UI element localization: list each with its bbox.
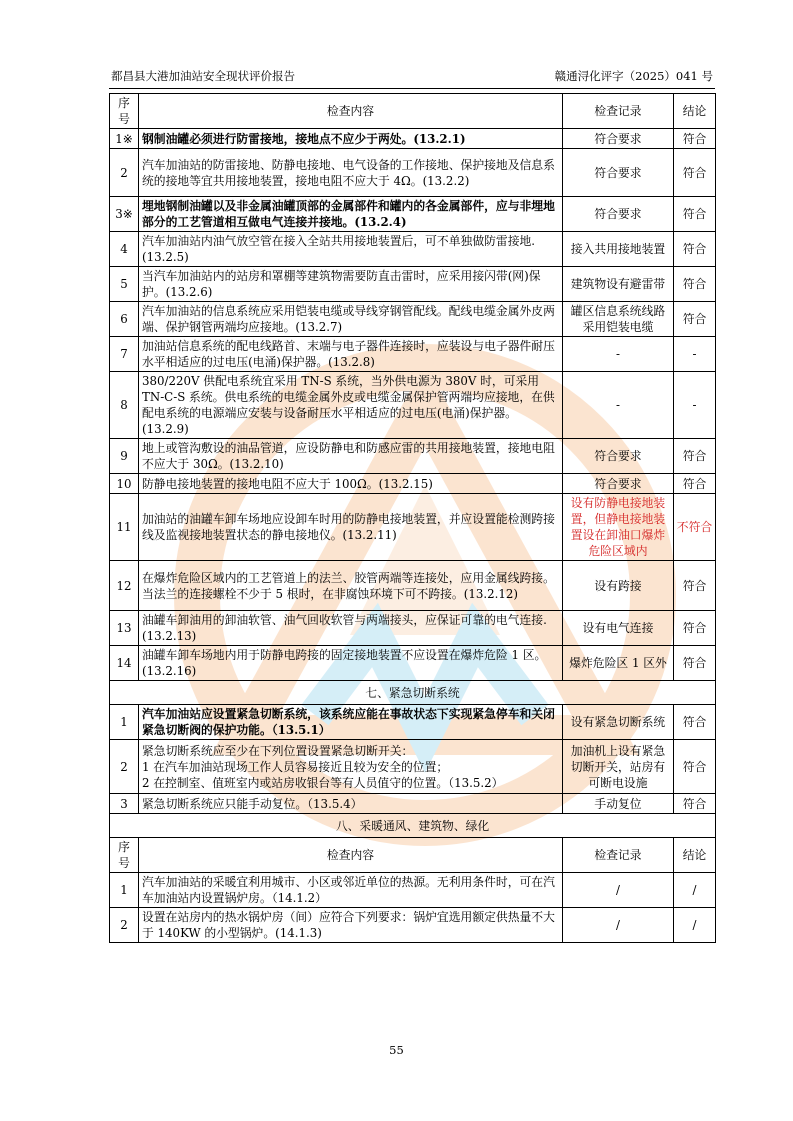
row-number: 1 — [110, 705, 139, 740]
row-number: 12 — [110, 561, 139, 611]
row-content: 汽车加油站应设置紧急切断系统，该系统应能在事故状态下实现紧急停车和关闭紧急切断阀的保护功能。（13.5.1） — [139, 705, 563, 740]
col-no-header: 序号 — [110, 838, 139, 873]
row-result: - — [674, 337, 716, 372]
inspection-table — [109, 93, 716, 943]
row-content: 油罐车卸油用的卸油软管、油气回收软管与两端接头，应保证可靠的电气连接. (13.2.13) — [139, 611, 563, 646]
row-content: 油罐车卸车场地内用于防静电跨接的固定接地装置不应设置在爆炸危险 1 区。 (13.2.16) — [139, 646, 563, 681]
row-content: 在爆炸危险区域内的工艺管道上的法兰、胶管两端等连接处，应用金属线跨接。当法兰的连接螺栓不少于 5 根时，在非腐蚀环境下可不跨接。(13.2.12) — [139, 561, 563, 611]
row-record: 符合要求 — [563, 129, 674, 149]
col-record-header: 检查记录 — [563, 838, 674, 873]
row-content: 地上或管沟敷设的油品管道，应设防静电和防感应雷的共用接地装置，接地电阻不应大于 30Ω。(13.2.10) — [139, 439, 563, 474]
row-record: 加油机上设有紧急切断开关，站房有可断电设施 — [563, 740, 674, 794]
row-result: 符合 — [674, 302, 716, 337]
row-content-line: 2 在控制室、值班室内或站房收银台等有人员值守的位置。（13.5.2） — [142, 775, 504, 790]
row-number: 11 — [110, 494, 139, 561]
table-row — [110, 372, 716, 439]
row-content: 紧急切断系统应只能手动复位。（13.5.4） — [139, 794, 563, 814]
row-number: 2 — [110, 908, 139, 943]
col-no-header: 序号 — [110, 94, 139, 129]
row-result: 符合 — [674, 611, 716, 646]
row-content: 加油站的油罐车卸车场地应设卸车时用的防静电接地装置，并应设置能检测跨接线及监视接地装置状态的静电接地仪。(13.2.11) — [139, 494, 563, 561]
header-report-title: 都昌县大港加油站安全现状评价报告 — [111, 69, 295, 83]
table-row — [110, 908, 716, 943]
row-result: 不符合 — [674, 494, 716, 561]
row-number: 2 — [110, 149, 139, 197]
row-content: 380/220V 供配电系统宜采用 TN-S 系统，当外供电源为 380V 时，可采用 TN-C-S 系统。供电系统的电缆金属外皮或电缆金属保护管两端均应接地，在供配电系统的电源端应安装与设备耐压水平相适应的过电压(电涌)保护器。(13.2.9) — [139, 372, 563, 439]
row-number: 6 — [110, 302, 139, 337]
row-record: 爆炸危险区 1 区外 — [563, 646, 674, 681]
table-row — [110, 129, 716, 149]
row-content: 埋地钢制油罐以及非金属油罐顶部的金属部件和罐内的各金属部件，应与非埋地部分的工艺管道相互做电气连接并接地。(13.2.4) — [139, 197, 563, 232]
row-record: 设有跨接 — [563, 561, 674, 611]
section-heating-building — [110, 814, 716, 838]
row-result: 符合 — [674, 232, 716, 267]
table-row — [110, 646, 716, 681]
header-report-number: 赣通浔化评字（2025）041 号 — [554, 69, 713, 83]
row-content: 加油站信息系统的配电线路首、末端与电子器件连接时，应装设与电子器件耐压水平相适应的过电压(电涌)保护器。(13.2.8) — [139, 337, 563, 372]
row-record: - — [563, 337, 674, 372]
row-number: 5 — [110, 267, 139, 302]
row-result: 符合 — [674, 646, 716, 681]
table-row — [110, 873, 716, 908]
row-number: 3 — [110, 794, 139, 814]
row-number: 1※ — [110, 129, 139, 149]
row-content: 设置在站房内的热水锅炉房（间）应符合下列要求：锅炉宜选用额定供热量不大于 140KW 的小型锅炉。(14.1.3) — [139, 908, 563, 943]
row-number: 7 — [110, 337, 139, 372]
table-header-row-2 — [110, 838, 716, 873]
header-rule — [109, 88, 715, 89]
row-number: 8 — [110, 372, 139, 439]
row-record: - — [563, 372, 674, 439]
row-content-line: 1 在汽车加油站现场工作人员容易接近且较为安全的位置； — [142, 759, 449, 774]
table-row — [110, 232, 716, 267]
row-result: 符合 — [674, 149, 716, 197]
section-emergency-shutdown-title: 七、紧急切断系统 — [110, 681, 716, 705]
row-number: 9 — [110, 439, 139, 474]
row-content: 汽车加油站内油气放空管在接入全站共用接地装置后，可不单独做防雷接地. (13.2.5) — [139, 232, 563, 267]
col-record-header: 检查记录 — [563, 94, 674, 129]
row-result: 符合 — [674, 561, 716, 611]
table-row — [110, 611, 716, 646]
row-record: 符合要求 — [563, 149, 674, 197]
table-row — [110, 149, 716, 197]
row-result: 符合 — [674, 474, 716, 494]
row-content: 当汽车加油站内的站房和罩棚等建筑物需要防直击雷时，应采用接闪带(网)保护。(13.2.6) — [139, 267, 563, 302]
row-content: 汽车加油站的信息系统应采用铠装电缆或导线穿钢管配线。配线电缆金属外皮两端、保护钢管两端均应接地。(13.2.7) — [139, 302, 563, 337]
table-row — [110, 302, 716, 337]
table-row — [110, 337, 716, 372]
row-record: 接入共用接地装置 — [563, 232, 674, 267]
row-result: 符合 — [674, 197, 716, 232]
row-number: 1 — [110, 873, 139, 908]
row-content — [139, 740, 563, 794]
table-header-row — [110, 94, 716, 129]
table-row — [110, 267, 716, 302]
page-number: 55 — [389, 1043, 404, 1057]
table-row — [110, 197, 716, 232]
table-row — [110, 705, 716, 740]
row-result: 符合 — [674, 267, 716, 302]
row-content-line: 紧急切断系统应至少在下列位置设置紧急切断开关： — [142, 743, 414, 758]
table-row — [110, 439, 716, 474]
row-number: 14 — [110, 646, 139, 681]
row-record: 设有防静电接地装置，但静电接地装置设在卸油口爆炸危险区域内 — [563, 494, 674, 561]
row-number: 2 — [110, 740, 139, 794]
row-record: 符合要求 — [563, 474, 674, 494]
row-result: / — [674, 873, 716, 908]
row-number: 4 — [110, 232, 139, 267]
row-record: 手动复位 — [563, 794, 674, 814]
section-emergency-shutdown — [110, 681, 716, 705]
section-heating-building-title: 八、采暖通风、建筑物、绿化 — [110, 814, 716, 838]
row-record: / — [563, 908, 674, 943]
row-record: 建筑物设有避雷带 — [563, 267, 674, 302]
row-content: 汽车加油站的防雷接地、防静电接地、电气设备的工作接地、保护接地及信息系统的接地等宜共用接地装置，接地电阻不应大于 4Ω。(13.2.2) — [139, 149, 563, 197]
row-content: 防静电接地装置的接地电阻不应大于 100Ω。(13.2.15) — [139, 474, 563, 494]
col-result-header: 结论 — [674, 838, 716, 873]
row-number: 10 — [110, 474, 139, 494]
row-record: 设有电气连接 — [563, 611, 674, 646]
table-row — [110, 740, 716, 794]
table-row — [110, 494, 716, 561]
row-content: 钢制油罐必须进行防雷接地，接地点不应少于两处。(13.2.1) — [139, 129, 563, 149]
row-result: 符合 — [674, 794, 716, 814]
row-result: - — [674, 372, 716, 439]
row-record: 设有紧急切断系统 — [563, 705, 674, 740]
row-result: 符合 — [674, 705, 716, 740]
table-row — [110, 474, 716, 494]
row-result: 符合 — [674, 129, 716, 149]
row-result: 符合 — [674, 439, 716, 474]
col-content-header: 检查内容 — [139, 94, 563, 129]
row-content: 汽车加油站的采暖宜利用城市、小区或邻近单位的热源。无利用条件时，可在汽车加油站内设置锅炉房。（14.1.2） — [139, 873, 563, 908]
col-result-header: 结论 — [674, 94, 716, 129]
row-number: 3※ — [110, 197, 139, 232]
table-row — [110, 794, 716, 814]
row-result: 符合 — [674, 740, 716, 794]
row-record: 符合要求 — [563, 439, 674, 474]
col-content-header: 检查内容 — [139, 838, 563, 873]
row-record: 符合要求 — [563, 197, 674, 232]
table-row — [110, 561, 716, 611]
row-result: / — [674, 908, 716, 943]
row-number: 13 — [110, 611, 139, 646]
row-record: / — [563, 873, 674, 908]
row-record: 罐区信息系统线路采用铠装电缆 — [563, 302, 674, 337]
